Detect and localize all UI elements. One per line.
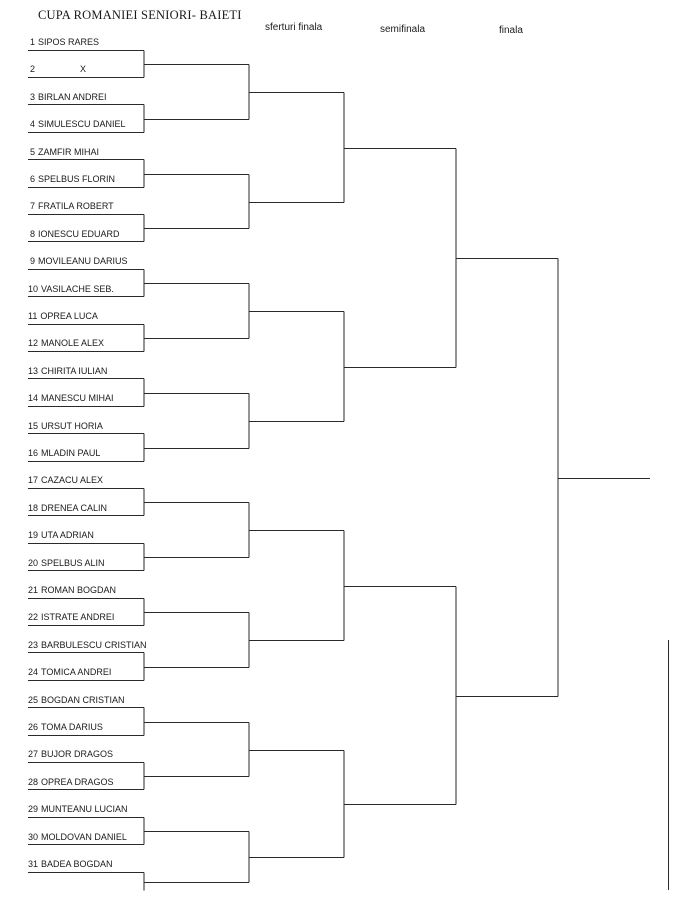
player-name: BARBULESCU CRISTIAN bbox=[41, 639, 147, 650]
seed-number: 20 bbox=[28, 557, 39, 568]
seed-number: 31 bbox=[28, 859, 39, 869]
seed-number: 11 bbox=[28, 311, 38, 321]
round-label-semifinals: semifinala bbox=[380, 24, 426, 35]
seed-number: 15 bbox=[28, 420, 39, 431]
player-name: SIPOS RARES bbox=[38, 37, 100, 47]
page-title: CUPA ROMANIEI SENIORI- BAIETI bbox=[38, 8, 242, 22]
seed-number: 24 bbox=[28, 667, 39, 678]
player-name: MOLDOVAN DANIEL bbox=[41, 831, 127, 842]
seed-number: 8 bbox=[29, 228, 35, 239]
seed-number: 10 bbox=[28, 283, 39, 294]
player-name: URSUT HORIA bbox=[41, 420, 103, 431]
seed-number: 17 bbox=[28, 475, 39, 486]
seed-number: 30 bbox=[28, 831, 39, 842]
player-name: CHIRITA IULIAN bbox=[41, 365, 108, 376]
seed-number: 13 bbox=[28, 365, 39, 376]
player-name: BUJOR DRAGOS bbox=[41, 749, 114, 760]
player-name: SPELBUS ALIN bbox=[41, 557, 105, 568]
seed-number: 22 bbox=[28, 612, 39, 623]
player-name: CAZACU ALEX bbox=[41, 475, 104, 486]
seed-number: 1 bbox=[29, 37, 35, 47]
seed-number: 16 bbox=[28, 448, 39, 458]
player-name: ISTRATE ANDREI bbox=[41, 612, 115, 623]
player-name: VASILACHE SEB. bbox=[41, 283, 114, 294]
player-name: MUNTEANU LUCIAN bbox=[41, 804, 128, 815]
player-name: X bbox=[80, 64, 87, 75]
player-name: SPELBUS FLORIN bbox=[38, 174, 116, 184]
seed-number: 4 bbox=[29, 119, 35, 130]
seed-number: 5 bbox=[29, 146, 35, 157]
seed-number: 3 bbox=[29, 91, 35, 102]
seed-number: 26 bbox=[28, 722, 39, 732]
player-name: BIRLAN ANDREI bbox=[38, 91, 107, 102]
seed-number: 12 bbox=[28, 338, 39, 349]
player-name: MANESCU MIHAI bbox=[41, 393, 114, 404]
seed-number: 6 bbox=[29, 174, 35, 184]
round-label-final: finala bbox=[499, 25, 523, 36]
seed-number: 21 bbox=[28, 585, 39, 595]
seed-number: 9 bbox=[29, 256, 35, 267]
player-name: BADEA BOGDAN bbox=[41, 859, 113, 869]
player-name: IONESCU EDUARD bbox=[38, 228, 120, 239]
seed-number: 25 bbox=[28, 694, 39, 705]
seed-number: 28 bbox=[28, 776, 39, 787]
seed-number: 2 bbox=[29, 64, 35, 75]
player-name: UTA ADRIAN bbox=[41, 530, 94, 541]
seed-number: 7 bbox=[29, 201, 35, 212]
player-name: BOGDAN CRISTIAN bbox=[41, 694, 125, 705]
seed-number: 19 bbox=[28, 530, 39, 541]
player-name: OPREA LUCA bbox=[40, 311, 98, 321]
seed-number: 29 bbox=[28, 804, 39, 815]
seed-number: 14 bbox=[28, 393, 39, 404]
seed-number: 27 bbox=[28, 749, 39, 760]
seed-number: 18 bbox=[28, 502, 39, 513]
player-name: MANOLE ALEX bbox=[41, 338, 105, 349]
player-name: TOMICA ANDREI bbox=[41, 667, 112, 678]
player-name: OPREA DRAGOS bbox=[41, 776, 114, 787]
player-name: ZAMFIR MIHAI bbox=[38, 146, 99, 157]
player-name: ROMAN BOGDAN bbox=[41, 585, 117, 595]
player-name: SIMULESCU DANIEL bbox=[38, 119, 126, 130]
seed-number: 23 bbox=[28, 639, 39, 650]
round-label-quarterfinals: sferturi finala bbox=[265, 22, 323, 33]
player-name: MOVILEANU DARIUS bbox=[38, 256, 128, 267]
player-name: DRENEA CALIN bbox=[41, 502, 108, 513]
player-name: TOMA DARIUS bbox=[41, 722, 103, 732]
player-name: FRATILA ROBERT bbox=[38, 201, 114, 212]
player-name: MLADIN PAUL bbox=[41, 448, 101, 458]
